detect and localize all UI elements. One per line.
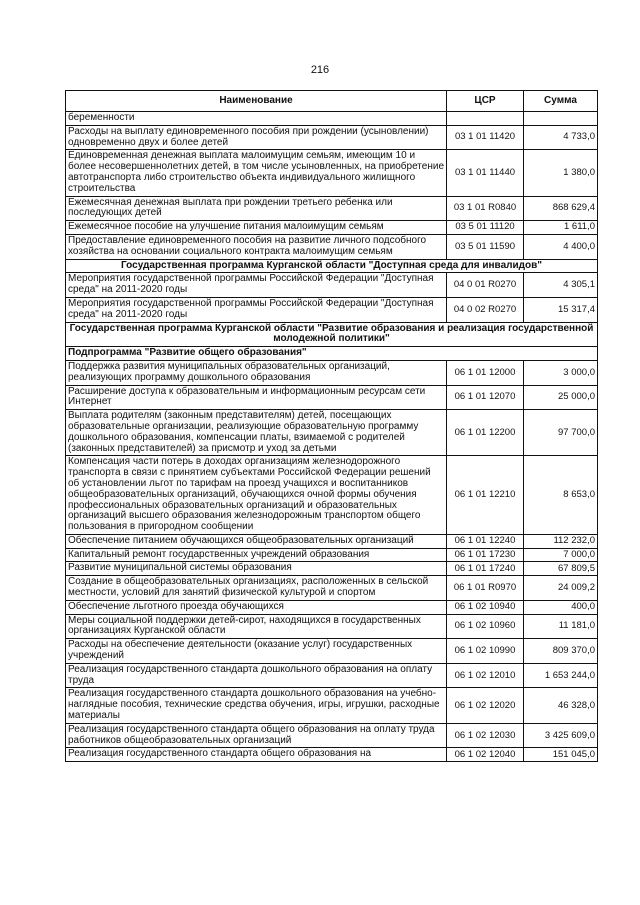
table-header-row [66, 91, 598, 112]
row-sum: 8 653,0 [524, 456, 598, 535]
table-row [66, 639, 598, 664]
table-row [66, 548, 598, 562]
table-row [66, 385, 598, 410]
row-sum: 1 653 244,0 [524, 663, 598, 688]
row-csr: 06 1 01 12210 [447, 456, 524, 535]
table-row [66, 562, 598, 576]
row-csr: 06 1 01 17230 [447, 548, 524, 562]
subsection-row [66, 347, 598, 361]
table-body [66, 112, 598, 762]
subsection-title: Подпрограмма "Развитие общего образования" [66, 347, 598, 361]
table-row [66, 723, 598, 748]
row-csr: 06 1 01 R0970 [447, 576, 524, 601]
row-csr: 06 1 02 12010 [447, 663, 524, 688]
table-row [66, 688, 598, 723]
table-row [66, 196, 598, 221]
row-name: Расходы на выплату единовременного пособия при рождении (усыновлении) одновременно двух и более детей [66, 125, 447, 150]
row-name: Создание в общеобразовательных организациях, расположенных в сельской местности, условий для занятий физической культурой и спортом [66, 576, 447, 601]
row-name: Ежемесячная денежная выплата при рождении третьего ребенка или последующих детей [66, 196, 447, 221]
table-row [66, 221, 598, 235]
row-name: Реализация государственного стандарта общего образования на оплату труда работников общеобразовательных организаций [66, 723, 447, 748]
row-sum: 4 400,0 [524, 234, 598, 259]
row-csr: 06 1 02 12030 [447, 723, 524, 748]
row-csr: 06 1 02 12020 [447, 688, 524, 723]
table-row [66, 112, 598, 126]
row-name: Развитие муниципальной системы образования [66, 562, 447, 576]
budget-table [65, 90, 598, 762]
row-sum: 24 009,2 [524, 576, 598, 601]
section-title: Государственная программа Курганской области "Развитие образования и реализация государственной молодежной политики" [66, 322, 598, 347]
row-csr: 03 5 01 11120 [447, 221, 524, 235]
row-csr: 04 0 02 R0270 [447, 297, 524, 322]
row-name: Поддержка развития муниципальных образовательных организаций, реализующих программу дошкольного образования [66, 360, 447, 385]
row-name: Реализация государственного стандарта общего образования на [66, 748, 447, 762]
header-sum: Сумма [524, 91, 598, 112]
table-row [66, 360, 598, 385]
row-csr: 06 1 01 17240 [447, 562, 524, 576]
row-name: Обеспечение питанием обучающихся общеобразовательных организаций [66, 534, 447, 548]
row-sum: 112 232,0 [524, 534, 598, 548]
row-name: Предоставление единовременного пособия на развитие личного подсобного хозяйства на основании социального контракта малоимущим семьям [66, 234, 447, 259]
row-sum: 3 000,0 [524, 360, 598, 385]
row-csr: 03 1 01 11440 [447, 150, 524, 196]
row-name: Расходы на обеспечение деятельности (оказание услуг) государственных учреждений [66, 639, 447, 664]
row-sum: 868 629,4 [524, 196, 598, 221]
row-sum: 151 045,0 [524, 748, 598, 762]
row-csr: 06 1 02 10990 [447, 639, 524, 664]
row-sum: 7 000,0 [524, 548, 598, 562]
row-name: беременности [66, 112, 447, 126]
row-name: Мероприятия государственной программы Российской Федерации "Доступная среда" на 2011-2020 годы [66, 273, 447, 298]
row-sum: 809 370,0 [524, 639, 598, 664]
table-row [66, 614, 598, 639]
row-name: Меры социальной поддержки детей-сирот, находящихся в государственных организациях Курганской области [66, 614, 447, 639]
row-csr: 06 1 01 12200 [447, 410, 524, 456]
row-csr [447, 112, 524, 126]
row-name: Единовременная денежная выплата малоимущим семьям, имеющим 10 и более несовершеннолетних детей, в том числе усыновленных, на приобретение автотранспорта либо строительство объекта индивидуального жилищного строительства [66, 150, 447, 196]
row-name: Реализация государственного стандарта дошкольного образования на оплату труда [66, 663, 447, 688]
row-sum: 97 700,0 [524, 410, 598, 456]
row-sum: 3 425 609,0 [524, 723, 598, 748]
table-row [66, 576, 598, 601]
table-row [66, 297, 598, 322]
page-number: 216 [310, 64, 330, 76]
row-name: Ежемесячное пособие на улучшение питания малоимущим семьям [66, 221, 447, 235]
row-sum: 1 380,0 [524, 150, 598, 196]
row-sum: 25 000,0 [524, 385, 598, 410]
row-name: Капитальный ремонт государственных учреждений образования [66, 548, 447, 562]
row-name: Реализация государственного стандарта дошкольного образования на учебно-наглядные пособия, технические средства обучения, игры, игрушки, расходные материалы [66, 688, 447, 723]
table-row [66, 410, 598, 456]
row-sum: 11 181,0 [524, 614, 598, 639]
row-csr: 06 1 01 12070 [447, 385, 524, 410]
row-sum: 4 305,1 [524, 273, 598, 298]
row-name: Компенсация части потерь в доходах организациям железнодорожного транспорта в связи с принятием субъектами Российской Федерации решений об установлении льгот по тарифам на проезд учащихся и воспитанников общеобразовательных организаций, обучающихся очной формы обучения профессиональных образовательных организаций и образовательных организаций высшего образования железнодорожным транспортом общего пользования в пригородном сообщении [66, 456, 447, 535]
row-csr: 03 1 01 R0840 [447, 196, 524, 221]
section-row [66, 259, 598, 273]
table-row [66, 150, 598, 196]
table-row [66, 534, 598, 548]
row-csr: 06 1 02 10960 [447, 614, 524, 639]
row-sum: 67 809,5 [524, 562, 598, 576]
row-sum: 15 317,4 [524, 297, 598, 322]
section-title: Государственная программа Курганской области "Доступная среда для инвалидов" [66, 259, 598, 273]
header-csr: ЦСР [447, 91, 524, 112]
row-name: Выплата родителям (законным представителям) детей, посещающих образовательные организации, реализующие образовательную программу дошкольного образования, компенсации платы, взимаемой с родителей (законных представителей) за присмотр и уход за детьми [66, 410, 447, 456]
row-csr: 03 5 01 11590 [447, 234, 524, 259]
row-csr: 06 1 02 12040 [447, 748, 524, 762]
row-name: Расширение доступа к образовательным и информационным ресурсам сети Интернет [66, 385, 447, 410]
row-sum: 400,0 [524, 600, 598, 614]
row-csr: 04 0 01 R0270 [447, 273, 524, 298]
row-csr: 06 1 02 10940 [447, 600, 524, 614]
row-sum: 4 733,0 [524, 125, 598, 150]
table-row [66, 456, 598, 535]
table-row [66, 663, 598, 688]
table-row [66, 234, 598, 259]
section-row [66, 322, 598, 347]
row-csr: 03 1 01 11420 [447, 125, 524, 150]
row-name: Обеспечение льготного проезда обучающихся [66, 600, 447, 614]
table-row [66, 125, 598, 150]
row-csr: 06 1 01 12000 [447, 360, 524, 385]
row-name: Мероприятия государственной программы Российской Федерации "Доступная среда" на 2011-2020 годы [66, 297, 447, 322]
row-sum: 1 611,0 [524, 221, 598, 235]
table-row [66, 273, 598, 298]
table-row [66, 600, 598, 614]
table-row [66, 748, 598, 762]
row-csr: 06 1 01 12240 [447, 534, 524, 548]
header-name: Наименование [66, 91, 447, 112]
row-sum [524, 112, 598, 126]
row-sum: 46 328,0 [524, 688, 598, 723]
